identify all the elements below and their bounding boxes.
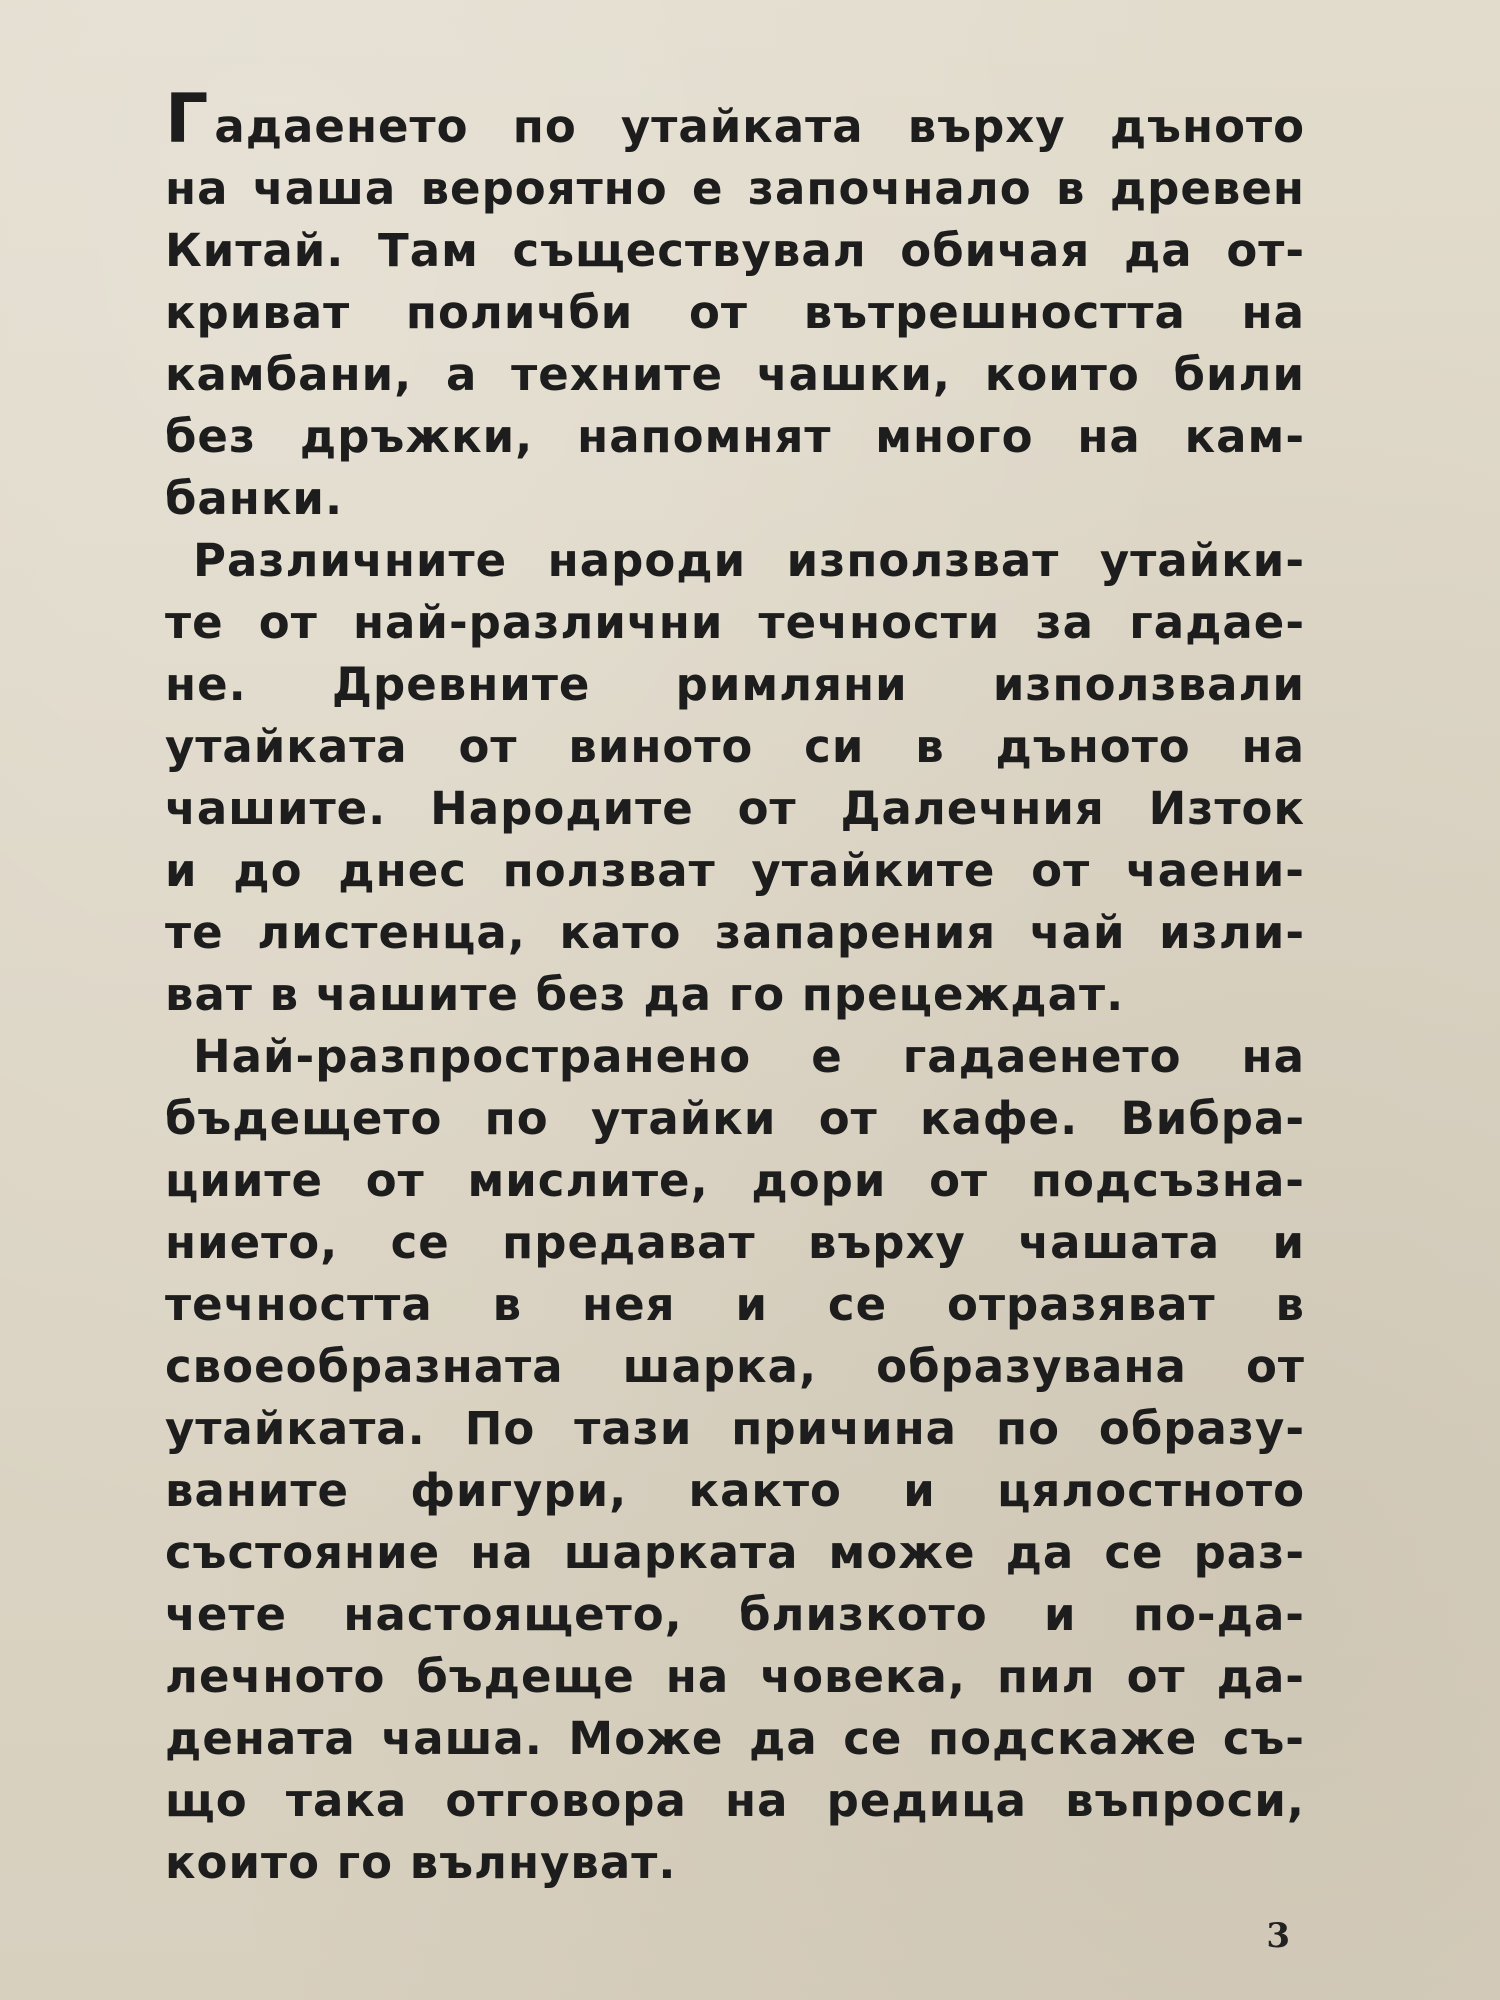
page-number: 3 [1266,1916,1290,1956]
drop-cap: Г [165,80,209,159]
text-line: банки. [165,472,344,525]
text-line: утайката от виното си в дъното на [165,720,1305,773]
text-line: ваните фигури, както и цялостното [165,1464,1305,1517]
text-line [165,80,1305,159]
text-line: течността в нея и се отразяват в [165,1278,1305,1331]
text-line: ват в чашите без да го прецеждат. [165,968,1125,1021]
text-line: Най-разпространено е гадаенето на [193,1030,1305,1083]
text-line: дената чаша. Може да се подскаже съ- [165,1712,1305,1765]
text-line: които го вълнуват. [165,1836,677,1889]
text-line: те от най-различни течности за гадае- [165,596,1305,649]
text-line: те листенца, като запарения чай изли- [165,906,1305,959]
text-line: чашите. Народите от Далечния Изток [165,782,1305,835]
text-line: на чаша вероятно е започнало в древен [165,162,1305,215]
text-line: своеобразната шарка, образувана от [165,1340,1305,1393]
text-line: бъдещето по утайки от кафе. Вибра- [165,1092,1305,1145]
text-line: лечното бъдеще на човека, пил от да- [165,1650,1305,1703]
paragraph-2 [165,530,1305,1026]
text-line: циите от мислите, дори от подсъзна- [165,1154,1305,1207]
text-line: криват поличби от вътрешността на [165,286,1305,339]
paragraph-1 [165,80,1305,530]
text-line: Различните народи използват утайки- [193,534,1305,587]
paragraph-3 [165,1026,1305,1894]
body-text [165,80,1305,1894]
text-line: не. Древните римляни използвали [165,658,1305,711]
text-line: Китай. Там съществувал обичая да от- [165,224,1305,277]
text-line: камбани, а техните чашки, които били [165,348,1305,401]
text-line-content: адаенето по утайката върху дъното [214,100,1305,153]
text-line: без дръжки, напомнят много на кам- [165,410,1305,463]
text-line: и до днес ползват утайките от чаени- [165,844,1305,897]
text-line: утайката. По тази причина по образу- [165,1402,1305,1455]
text-line: що така отговора на редица въпроси, [165,1774,1305,1827]
text-line: състояние на шарката може да се раз- [165,1526,1305,1579]
text-line: нието, се предават върху чашата и [165,1216,1305,1269]
text-line: чете настоящето, близкото и по-да- [165,1588,1305,1641]
